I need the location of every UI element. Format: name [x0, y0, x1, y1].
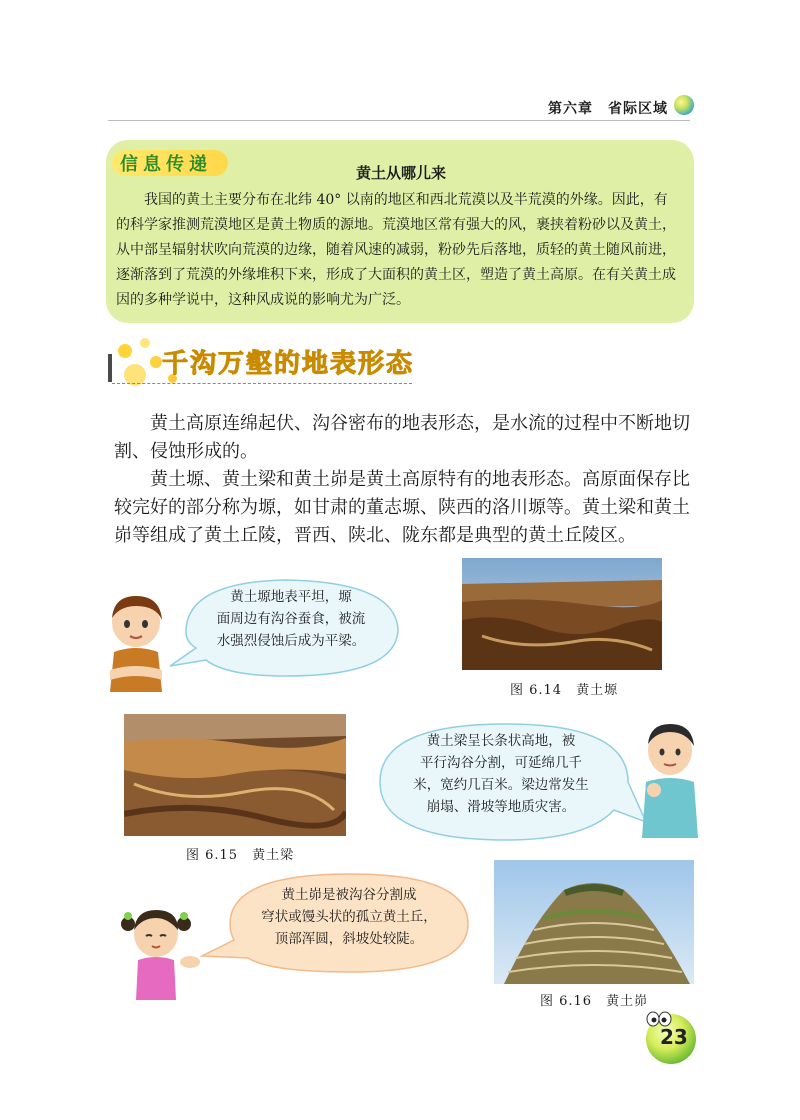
bubble-text-mao [236, 884, 462, 950]
figure-caption-6-15: 图 6.15 黄土梁 [186, 848, 295, 863]
info-box-body: 我国的黄土主要分布在北纬 40° 以南的地区和西北荒漠以及半荒漠的外缘。因此，有的科学家推测荒漠地区是黄土物质的源地。荒漠地区常有强大的风，裹挟着粉砂以及黄土，从中部呈辐射状吹向荒漠的边缘，随着风速的减弱，粉砂先后落地，质轻的黄土随风前进，逐渐落到了荒漠的外缘堆积下来，形成了大面积的黄土区，塑造了黄土高原。在有关黄土成因的多种学说中，这种风成说的影响尤为广泛。 [116, 192, 676, 308]
figure-caption-6-14: 图 6.14 黄土塬 [510, 683, 619, 698]
section-bar [108, 354, 112, 382]
girl-illustration [116, 904, 204, 1000]
figure-caption-6-16: 图 6.16 黄土峁 [540, 994, 649, 1009]
info-tag-label: 信息传递 [120, 154, 212, 175]
bubble-text-liang [388, 730, 614, 818]
bubble-line: 穹状或馒头状的孤立黄土丘， [261, 909, 437, 925]
paragraph-2: 黄土塬、黄土梁和黄土峁是黄土高原特有的地表形态。高原面保存比较完好的部分称为塬，如甘肃的董志塬、陕西的洛川塬等。黄土梁和黄土峁等组成了黄土丘陵，晋西、陕北、陇东都是典型的黄土丘陵区。 [114, 469, 690, 546]
bubble-line: 水强烈侵蚀后成为平梁。 [216, 633, 366, 649]
section-title: 千沟万壑的地表形态 [162, 349, 415, 379]
boy-illustration-1 [100, 592, 172, 696]
info-tag [112, 148, 228, 178]
chapter-ball-icon [674, 95, 694, 115]
bubble-line: 黄土梁呈长条状高地，被 [426, 733, 576, 749]
bubble-line: 黄土峁是被沟谷分割成 [281, 887, 417, 903]
section-underline [112, 383, 412, 385]
info-box-title: 黄土从哪儿来 [356, 164, 447, 182]
bubble-line: 顶部浑圆，斜坡处较陡。 [274, 931, 424, 947]
photo-loess-hill [494, 860, 694, 984]
bubble-text-yuan [196, 586, 386, 652]
bubble-line: 黄土塬地表平坦，塬 [230, 589, 352, 605]
bubble-line: 米，宽约几百米。梁边常发生 [413, 777, 589, 793]
chapter-header: 第六章 省际区域 [548, 101, 668, 117]
paragraph-1: 黄土高原连绵起伏、沟谷密布的地表形态，是水流的过程中不断地切割、侵蚀形成的。 [114, 413, 690, 462]
photo-loess-tableland [462, 558, 662, 670]
photo-loess-ridge [124, 714, 346, 836]
bubble-line: 面周边有沟谷蚕食，被流 [216, 611, 366, 627]
page-number: 23 [660, 1025, 688, 1049]
header-divider [108, 120, 690, 121]
bubble-line: 平行沟谷分割，可延绵几千 [420, 755, 582, 771]
bubble-line: 崩塌、滑坡等地质灾害。 [426, 799, 576, 815]
boy-illustration-2 [636, 720, 702, 840]
